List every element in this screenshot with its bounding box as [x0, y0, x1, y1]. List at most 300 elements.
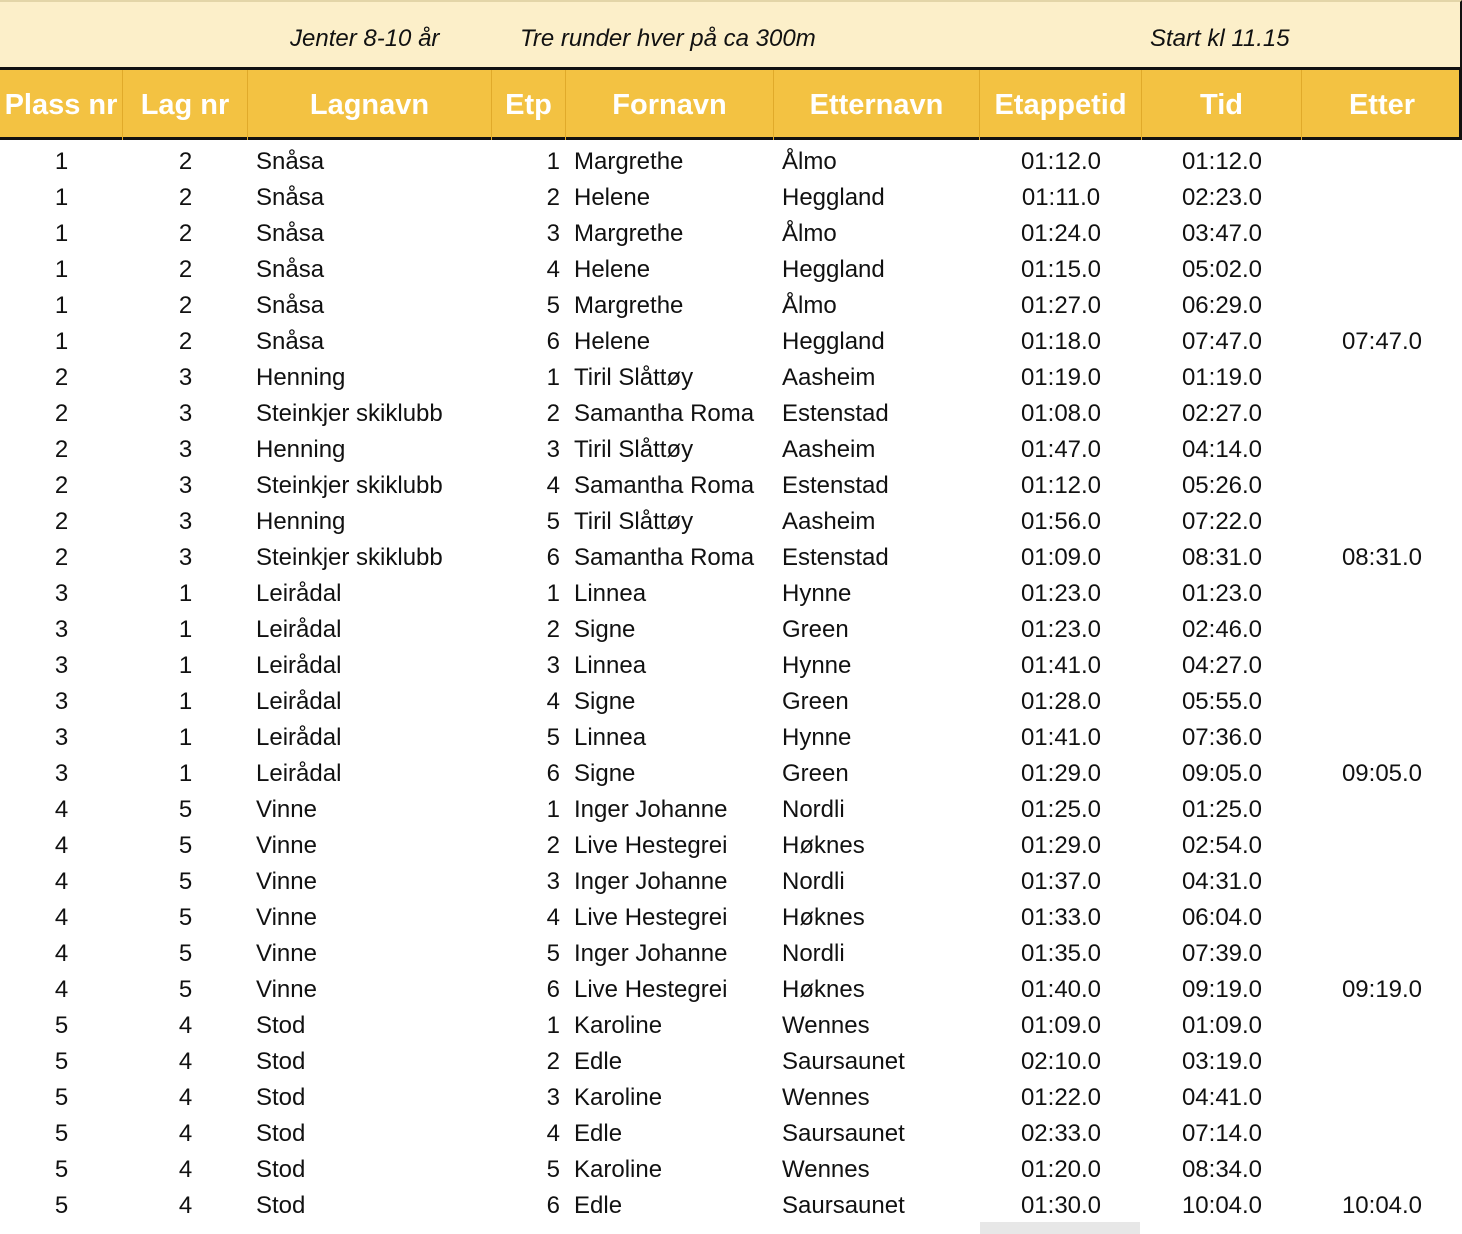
column-header-etter[interactable]: Etter — [1348, 89, 1416, 121]
cell-etappetid[interactable]: 01:18.0 — [1020, 328, 1102, 355]
table-row — [0, 432, 1462, 468]
cell-etternavn[interactable]: Wennes — [782, 1156, 870, 1183]
cell-etp[interactable]: 5 — [546, 292, 560, 319]
cell-plass[interactable]: 5 — [54, 1012, 69, 1039]
cell-tid[interactable]: 01:25.0 — [1181, 796, 1263, 823]
cell-fornavn[interactable]: Edle — [574, 1120, 623, 1147]
cell-etappetid[interactable]: 01:56.0 — [1020, 508, 1102, 535]
cell-etappetid[interactable]: 01:11.0 — [1021, 184, 1101, 211]
cell-lag[interactable]: 4 — [178, 1120, 193, 1147]
cell-etappetid[interactable]: 01:09.0 — [1020, 544, 1102, 571]
cell-etp[interactable]: 2 — [546, 400, 560, 427]
cell-etter[interactable] — [1302, 720, 1462, 756]
cell-fornavn[interactable]: Karoline — [574, 1156, 663, 1183]
cell-tid[interactable]: 10:04.0 — [1181, 1192, 1263, 1219]
cell-plass[interactable]: 5 — [54, 1192, 69, 1219]
cell-etter[interactable] — [1302, 288, 1462, 324]
cell-fornavn[interactable]: Samantha Roma — [574, 544, 755, 571]
cell-etter[interactable] — [1302, 648, 1462, 684]
cell-tid[interactable]: 04:41.0 — [1181, 1084, 1263, 1111]
cell-etp[interactable]: 4 — [546, 904, 560, 931]
cell-plass[interactable]: 5 — [54, 1120, 69, 1147]
cell-etappetid[interactable]: 02:10.0 — [1020, 1048, 1102, 1075]
cell-etappetid[interactable]: 01:25.0 — [1020, 796, 1102, 823]
cell-etternavn[interactable]: Ålmo — [782, 148, 837, 175]
cell-plass[interactable]: 4 — [54, 832, 69, 859]
cell-etternavn[interactable]: Hynne — [782, 580, 852, 607]
cell-etp[interactable]: 1 — [546, 580, 560, 607]
cell-etter[interactable] — [1302, 1044, 1462, 1080]
cell-tid[interactable]: 08:34.0 — [1181, 1156, 1263, 1183]
cell-lagnavn[interactable]: Stod — [256, 1084, 306, 1111]
cell-etternavn[interactable]: Nordli — [782, 868, 845, 895]
cell-etternavn[interactable]: Høknes — [782, 976, 865, 1003]
cell-fornavn[interactable]: Karoline — [574, 1084, 663, 1111]
cell-etp[interactable]: 5 — [546, 1156, 560, 1183]
cell-plass[interactable]: 3 — [54, 760, 69, 787]
cell-etter[interactable] — [1302, 396, 1462, 432]
cell-tid[interactable]: 06:04.0 — [1181, 904, 1263, 931]
cell-plass[interactable]: 1 — [54, 256, 69, 283]
info-cell-empty-4[interactable] — [774, 2, 980, 72]
cell-etternavn[interactable]: Green — [782, 688, 849, 715]
cell-etternavn[interactable]: Green — [782, 616, 849, 643]
cell-etp[interactable]: 5 — [546, 508, 560, 535]
info-cell-empty-1[interactable] — [0, 2, 123, 72]
cell-etappetid[interactable]: 01:35.0 — [1020, 940, 1102, 967]
column-header-lag[interactable]: Lag nr — [123, 70, 248, 140]
cell-etp[interactable]: 3 — [546, 220, 560, 247]
cell-etappetid[interactable]: 01:22.0 — [1020, 1084, 1102, 1111]
cell-tid[interactable]: 05:55.0 — [1181, 688, 1263, 715]
cell-lagnavn[interactable]: Vinne — [256, 940, 317, 967]
cell-lag[interactable]: 2 — [178, 256, 193, 283]
table-row — [0, 1152, 1462, 1188]
cell-fornavn[interactable]: Live Hestegrei — [574, 832, 728, 859]
cell-etter[interactable] — [1302, 684, 1462, 720]
cell-plass[interactable]: 5 — [54, 1156, 69, 1183]
cell-etappetid[interactable]: 01:29.0 — [1020, 760, 1102, 787]
cell-lag[interactable]: 3 — [178, 544, 193, 571]
cell-etp[interactable]: 6 — [546, 976, 560, 1003]
cell-tid[interactable]: 05:26.0 — [1181, 472, 1263, 499]
cell-plass[interactable]: 3 — [54, 652, 69, 679]
cell-tid[interactable]: 02:27.0 — [1181, 400, 1263, 427]
cell-etp[interactable]: 6 — [546, 1192, 560, 1219]
cell-lag[interactable]: 3 — [178, 400, 193, 427]
cell-fornavn[interactable]: Tiril Slåttøy — [574, 364, 694, 391]
cell-lag[interactable]: 1 — [178, 616, 193, 643]
cell-etappetid[interactable]: 01:24.0 — [1020, 220, 1102, 247]
cell-lag[interactable]: 1 — [178, 652, 193, 679]
cell-tid[interactable]: 07:39.0 — [1181, 940, 1263, 967]
cell-lag[interactable]: 5 — [178, 796, 193, 823]
cell-etp[interactable]: 6 — [546, 328, 560, 355]
cell-tid[interactable]: 04:14.0 — [1181, 436, 1263, 463]
cell-plass[interactable]: 4 — [54, 940, 69, 967]
cell-lagnavn[interactable]: Leirådal — [256, 580, 342, 607]
cell-etappetid[interactable]: 01:19.0 — [1020, 364, 1102, 391]
table-row — [0, 540, 1462, 576]
cell-lagnavn[interactable]: Leirådal — [256, 724, 342, 751]
column-header-plass[interactable]: Plass nr — [0, 70, 123, 140]
cell-tid[interactable]: 01:09.0 — [1181, 1012, 1263, 1039]
cell-lag[interactable]: 2 — [178, 148, 193, 175]
cell-etappetid[interactable]: 01:47.0 — [1020, 436, 1102, 463]
cell-etp[interactable]: 2 — [546, 616, 560, 643]
cell-fornavn[interactable]: Tiril Slåttøy — [574, 436, 694, 463]
cell-etp[interactable]: 3 — [546, 868, 560, 895]
cell-lagnavn[interactable]: Snåsa — [256, 184, 325, 211]
cell-lag[interactable]: 4 — [178, 1156, 193, 1183]
column-header-fornavn[interactable]: Fornavn — [566, 70, 774, 140]
cell-etternavn[interactable]: Estenstad — [782, 400, 889, 427]
cell-fornavn[interactable]: Linnea — [574, 724, 647, 751]
cell-lag[interactable]: 4 — [178, 1084, 193, 1111]
cell-lagnavn[interactable]: Leirådal — [256, 760, 342, 787]
cell-etp[interactable]: 2 — [546, 184, 560, 211]
cell-lag[interactable]: 4 — [178, 1192, 193, 1219]
cell-etter[interactable] — [1302, 864, 1462, 900]
cell-lag[interactable]: 3 — [178, 436, 193, 463]
cell-plass[interactable]: 2 — [54, 364, 69, 391]
cell-etter[interactable] — [1302, 432, 1462, 468]
cell-etter[interactable] — [1302, 828, 1462, 864]
cell-etter[interactable] — [1302, 252, 1462, 288]
cell-fornavn[interactable]: Linnea — [574, 652, 647, 679]
scrollbar-thumb[interactable] — [980, 1222, 1140, 1234]
cell-fornavn[interactable]: Inger Johanne — [574, 868, 728, 895]
cell-plass[interactable]: 3 — [54, 724, 69, 751]
cell-tid[interactable]: 01:19.0 — [1181, 364, 1263, 391]
cell-etp[interactable]: 1 — [546, 796, 560, 823]
cell-etter[interactable] — [1302, 1080, 1462, 1116]
cell-tid[interactable]: 02:23.0 — [1181, 184, 1263, 211]
cell-etappetid[interactable]: 01:37.0 — [1020, 868, 1102, 895]
cell-etternavn[interactable]: Aasheim — [782, 508, 876, 535]
cell-tid[interactable]: 04:31.0 — [1181, 868, 1263, 895]
cell-etternavn[interactable]: Hynne — [782, 724, 852, 751]
cell-etappetid[interactable]: 01:40.0 — [1020, 976, 1102, 1003]
cell-fornavn[interactable]: Signe — [574, 688, 636, 715]
cell-lag[interactable]: 3 — [178, 472, 193, 499]
table-row — [0, 900, 1462, 936]
cell-fornavn[interactable]: Linnea — [574, 580, 647, 607]
cell-etp[interactable]: 4 — [546, 688, 560, 715]
cell-plass[interactable]: 1 — [54, 148, 69, 175]
cell-fornavn[interactable]: Margrethe — [574, 148, 684, 175]
cell-etter[interactable] — [1302, 360, 1462, 396]
cell-etter[interactable]: 08:31.0 — [1341, 544, 1423, 571]
cell-etappetid[interactable]: 01:08.0 — [1020, 400, 1102, 427]
cell-lag[interactable]: 4 — [178, 1012, 193, 1039]
cell-fornavn[interactable]: Inger Johanne — [574, 796, 728, 823]
cell-etappetid[interactable]: 01:20.0 — [1020, 1156, 1102, 1183]
cell-etternavn[interactable]: Estenstad — [782, 544, 889, 571]
cell-plass[interactable]: 1 — [54, 220, 69, 247]
cell-lag[interactable]: 1 — [178, 724, 193, 751]
cell-lagnavn[interactable]: Vinne — [256, 904, 317, 931]
cell-lagnavn[interactable]: Stod — [256, 1156, 306, 1183]
cell-etp[interactable]: 2 — [546, 832, 560, 859]
cell-fornavn[interactable]: Samantha Roma — [574, 400, 755, 427]
info-category[interactable]: Jenter 8-10 år — [290, 25, 440, 52]
cell-etter[interactable] — [1302, 504, 1462, 540]
cell-lag[interactable]: 1 — [178, 760, 193, 787]
cell-etter[interactable] — [1302, 612, 1462, 648]
cell-lagnavn[interactable]: Vinne — [256, 832, 317, 859]
cell-etter[interactable] — [1302, 936, 1462, 972]
cell-etter[interactable] — [1302, 1116, 1462, 1152]
cell-etappetid[interactable]: 01:23.0 — [1020, 616, 1102, 643]
cell-fornavn[interactable]: Tiril Slåttøy — [574, 508, 694, 535]
cell-etter[interactable] — [1302, 1008, 1462, 1044]
cell-etter[interactable] — [1302, 576, 1462, 612]
cell-lagnavn[interactable]: Snåsa — [256, 292, 325, 319]
cell-etter[interactable]: 10:04.0 — [1341, 1192, 1423, 1219]
cell-lagnavn[interactable]: Leirådal — [256, 688, 342, 715]
cell-lagnavn[interactable]: Stod — [256, 1012, 306, 1039]
cell-etternavn[interactable]: Heggland — [782, 256, 885, 283]
cell-etternavn[interactable]: Saursaunet — [782, 1120, 905, 1147]
info-description[interactable]: Tre runder hver på ca 300m — [520, 25, 816, 52]
cell-etp[interactable]: 3 — [546, 1084, 560, 1111]
cell-etappetid[interactable]: 01:41.0 — [1020, 652, 1102, 679]
cell-plass[interactable]: 5 — [54, 1048, 69, 1075]
cell-etternavn[interactable]: Wennes — [782, 1012, 870, 1039]
cell-etp[interactable]: 4 — [546, 1120, 560, 1147]
cell-tid[interactable]: 05:02.0 — [1181, 256, 1263, 283]
cell-tid[interactable]: 02:46.0 — [1181, 616, 1263, 643]
cell-etternavn[interactable]: Ålmo — [782, 220, 837, 247]
cell-tid[interactable]: 09:19.0 — [1181, 976, 1263, 1003]
cell-lagnavn[interactable]: Steinkjer skiklubb — [256, 544, 443, 571]
cell-tid[interactable]: 07:14.0 — [1181, 1120, 1263, 1147]
cell-plass[interactable]: 5 — [54, 1084, 69, 1111]
cell-plass[interactable]: 1 — [54, 184, 69, 211]
info-cell-empty-2[interactable] — [123, 2, 248, 72]
cell-plass[interactable]: 2 — [54, 472, 69, 499]
cell-etternavn[interactable]: Hynne — [782, 652, 852, 679]
cell-etternavn[interactable]: Nordli — [782, 940, 845, 967]
cell-lagnavn[interactable]: Snåsa — [256, 256, 325, 283]
cell-plass[interactable]: 2 — [54, 508, 69, 535]
cell-fornavn[interactable]: Live Hestegrei — [574, 904, 728, 931]
table-row — [0, 252, 1462, 288]
cell-tid[interactable]: 07:36.0 — [1181, 724, 1263, 751]
cell-plass[interactable]: 4 — [54, 796, 69, 823]
cell-etternavn[interactable]: Saursaunet — [782, 1048, 905, 1075]
cell-tid[interactable]: 02:54.0 — [1181, 832, 1263, 859]
cell-etter[interactable] — [1302, 468, 1462, 504]
table-row — [0, 972, 1462, 1008]
cell-lag[interactable]: 3 — [178, 508, 193, 535]
cell-tid[interactable]: 08:31.0 — [1181, 544, 1263, 571]
cell-etter[interactable] — [1302, 180, 1462, 216]
cell-etternavn[interactable]: Saursaunet — [782, 1192, 905, 1219]
cell-plass[interactable]: 2 — [54, 436, 69, 463]
cell-etternavn[interactable]: Aasheim — [782, 436, 876, 463]
cell-lagnavn[interactable]: Henning — [256, 364, 346, 391]
info-cell-empty-5[interactable] — [980, 2, 1142, 72]
cell-etappetid[interactable]: 01:28.0 — [1020, 688, 1102, 715]
cell-fornavn[interactable]: Edle — [574, 1192, 623, 1219]
table-row — [0, 720, 1462, 756]
cell-etp[interactable]: 4 — [546, 472, 560, 499]
cell-plass[interactable]: 1 — [54, 328, 69, 355]
cell-lag[interactable]: 3 — [178, 364, 193, 391]
cell-lag[interactable]: 5 — [178, 940, 193, 967]
cell-lagnavn[interactable]: Snåsa — [256, 328, 325, 355]
cell-etappetid[interactable]: 01:27.0 — [1020, 292, 1102, 319]
cell-etappetid[interactable]: 01:12.0 — [1020, 148, 1102, 175]
cell-lagnavn[interactable]: Stod — [256, 1048, 306, 1075]
cell-lagnavn[interactable]: Stod — [256, 1120, 306, 1147]
cell-lag[interactable]: 1 — [178, 580, 193, 607]
cell-etappetid[interactable]: 01:23.0 — [1020, 580, 1102, 607]
cell-plass[interactable]: 4 — [54, 976, 69, 1003]
table-row — [0, 216, 1462, 252]
cell-etp[interactable]: 5 — [546, 724, 560, 751]
cell-plass[interactable]: 3 — [54, 616, 69, 643]
cell-tid[interactable]: 09:05.0 — [1181, 760, 1263, 787]
cell-etternavn[interactable]: Høknes — [782, 904, 865, 931]
cell-fornavn[interactable]: Live Hestegrei — [574, 976, 728, 1003]
cell-fornavn[interactable]: Samantha Roma — [574, 472, 755, 499]
cell-lag[interactable]: 2 — [178, 184, 193, 211]
cell-lag[interactable]: 1 — [178, 688, 193, 715]
cell-etappetid[interactable]: 02:33.0 — [1020, 1120, 1102, 1147]
cell-fornavn[interactable]: Edle — [574, 1048, 623, 1075]
cell-etp[interactable]: 4 — [546, 256, 560, 283]
cell-tid[interactable]: 03:19.0 — [1181, 1048, 1263, 1075]
column-header-etappetid[interactable]: Etappetid — [980, 70, 1142, 140]
cell-fornavn[interactable]: Helene — [574, 256, 651, 283]
cell-etter[interactable] — [1302, 792, 1462, 828]
cell-fornavn[interactable]: Karoline — [574, 1012, 663, 1039]
cell-fornavn[interactable]: Helene — [574, 184, 651, 211]
cell-tid[interactable]: 04:27.0 — [1181, 652, 1263, 679]
table-row — [0, 324, 1462, 360]
cell-etternavn[interactable]: Nordli — [782, 796, 845, 823]
cell-plass[interactable]: 3 — [54, 688, 69, 715]
cell-lag[interactable]: 5 — [178, 832, 193, 859]
cell-etp[interactable]: 6 — [546, 760, 560, 787]
cell-etternavn[interactable]: Wennes — [782, 1084, 870, 1111]
cell-lagnavn[interactable]: Snåsa — [256, 220, 325, 247]
cell-lag[interactable]: 5 — [178, 868, 193, 895]
cell-etp[interactable]: 3 — [546, 652, 560, 679]
cell-lagnavn[interactable]: Leirådal — [256, 616, 342, 643]
cell-etp[interactable]: 3 — [546, 436, 560, 463]
cell-etp[interactable]: 1 — [546, 1012, 560, 1039]
table-row — [0, 1080, 1462, 1116]
cell-etappetid[interactable]: 01:41.0 — [1020, 724, 1102, 751]
cell-plass[interactable]: 4 — [54, 904, 69, 931]
cell-etp[interactable]: 6 — [546, 544, 560, 571]
cell-etternavn[interactable]: Høknes — [782, 832, 865, 859]
cell-etappetid[interactable]: 01:15.0 — [1020, 256, 1102, 283]
cell-plass[interactable]: 1 — [54, 292, 69, 319]
cell-etternavn[interactable]: Heggland — [782, 328, 885, 355]
cell-tid[interactable]: 07:22.0 — [1181, 508, 1263, 535]
cell-tid[interactable]: 06:29.0 — [1181, 292, 1263, 319]
cell-lagnavn[interactable]: Leirådal — [256, 652, 342, 679]
cell-lagnavn[interactable]: Stod — [256, 1192, 306, 1219]
column-header-etp[interactable]: Etp — [492, 70, 566, 140]
cell-plass[interactable]: 4 — [54, 868, 69, 895]
cell-fornavn[interactable]: Margrethe — [574, 220, 684, 247]
cell-fornavn[interactable]: Inger Johanne — [574, 940, 728, 967]
cell-fornavn[interactable]: Margrethe — [574, 292, 684, 319]
cell-etappetid[interactable]: 01:09.0 — [1020, 1012, 1102, 1039]
info-cell-empty-6[interactable] — [1302, 2, 1462, 72]
cell-lag[interactable]: 4 — [178, 1048, 193, 1075]
cell-etter[interactable]: 09:19.0 — [1341, 976, 1423, 1003]
cell-lagnavn[interactable]: Vinne — [256, 976, 317, 1003]
cell-etappetid[interactable]: 01:12.0 — [1020, 472, 1102, 499]
cell-lagnavn[interactable]: Snåsa — [256, 148, 325, 175]
cell-fornavn[interactable]: Signe — [574, 760, 636, 787]
cell-etp[interactable]: 1 — [546, 364, 560, 391]
cell-tid[interactable]: 03:47.0 — [1181, 220, 1263, 247]
cell-lagnavn[interactable]: Steinkjer skiklubb — [256, 400, 443, 427]
cell-tid[interactable]: 07:47.0 — [1181, 328, 1263, 355]
info-start[interactable]: Start kl 11.15 — [1150, 25, 1290, 52]
column-header-tid[interactable]: Tid — [1142, 70, 1302, 140]
cell-etp[interactable]: 5 — [546, 940, 560, 967]
cell-etternavn[interactable]: Estenstad — [782, 472, 889, 499]
cell-lagnavn[interactable]: Henning — [256, 436, 346, 463]
cell-lagnavn[interactable]: Vinne — [256, 796, 317, 823]
table-row — [0, 1044, 1462, 1080]
cell-etter[interactable] — [1302, 144, 1462, 180]
cell-etter[interactable]: 07:47.0 — [1341, 328, 1423, 355]
cell-tid[interactable]: 01:12.0 — [1181, 148, 1263, 175]
cell-plass[interactable]: 2 — [54, 544, 69, 571]
cell-lag[interactable]: 5 — [178, 904, 193, 931]
column-header-etternavn[interactable]: Etternavn — [774, 70, 980, 140]
cell-plass[interactable]: 3 — [54, 580, 69, 607]
cell-lag[interactable]: 5 — [178, 976, 193, 1003]
cell-etternavn[interactable]: Ålmo — [782, 292, 837, 319]
cell-lagnavn[interactable]: Steinkjer skiklubb — [256, 472, 443, 499]
cell-fornavn[interactable]: Helene — [574, 328, 651, 355]
cell-etternavn[interactable]: Aasheim — [782, 364, 876, 391]
cell-tid[interactable]: 01:23.0 — [1181, 580, 1263, 607]
cell-etter[interactable] — [1302, 900, 1462, 936]
cell-etappetid[interactable]: 01:29.0 — [1020, 832, 1102, 859]
column-header-lagnavn[interactable]: Lagnavn — [248, 70, 492, 140]
cell-etternavn[interactable]: Heggland — [782, 184, 885, 211]
cell-etter[interactable] — [1302, 1152, 1462, 1188]
cell-plass[interactable]: 2 — [54, 400, 69, 427]
cell-etter[interactable] — [1302, 216, 1462, 252]
table-row — [0, 1008, 1462, 1044]
cell-etp[interactable]: 1 — [546, 148, 560, 175]
cell-lag[interactable]: 2 — [178, 292, 193, 319]
cell-lagnavn[interactable]: Vinne — [256, 868, 317, 895]
cell-etappetid[interactable]: 01:33.0 — [1020, 904, 1102, 931]
cell-fornavn[interactable]: Signe — [574, 616, 636, 643]
cell-etternavn[interactable]: Green — [782, 760, 849, 787]
cell-lag[interactable]: 2 — [178, 328, 193, 355]
cell-etp[interactable]: 2 — [546, 1048, 560, 1075]
cell-lag[interactable]: 2 — [178, 220, 193, 247]
cell-lagnavn[interactable]: Henning — [256, 508, 346, 535]
cell-etappetid[interactable]: 01:30.0 — [1020, 1192, 1102, 1219]
cell-etter[interactable]: 09:05.0 — [1341, 760, 1423, 787]
